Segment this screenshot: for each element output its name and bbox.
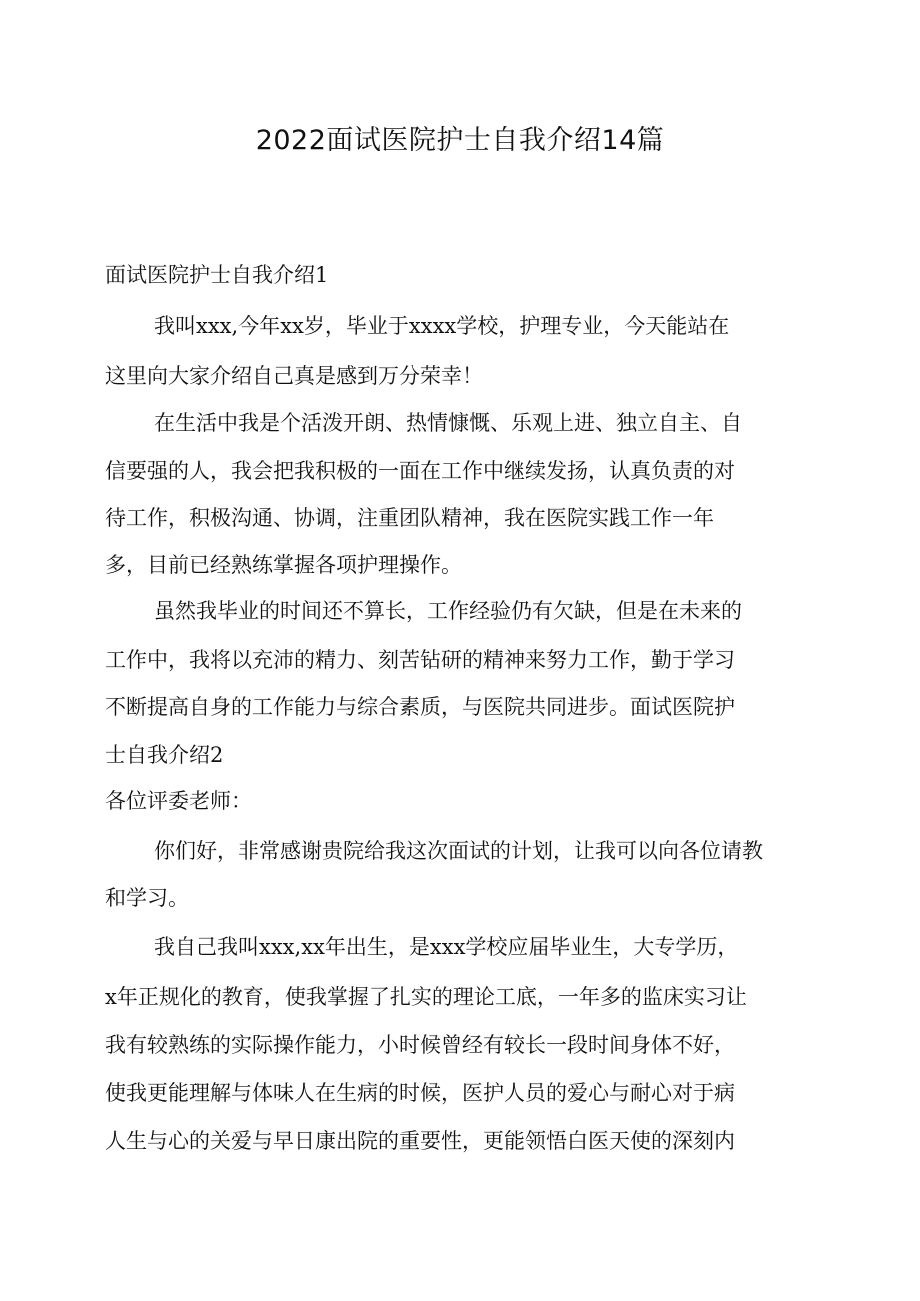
paragraph-line: 你们好，非常感谢贵院给我这次面试的计划，让我可以向各位请教 bbox=[154, 839, 763, 863]
paragraph-line: 工作中，我将以充沛的精力、刻苦钻研的精神来努力工作，勤于学习 bbox=[105, 648, 735, 672]
paragraph-line: x年正规化的教育，使我掌握了扎实的理论工底，一年多的监床实习让 bbox=[105, 985, 747, 1009]
paragraph-line: 使我更能理解与体味人在生病的时候，医护人员的爱心与耐心对于病 bbox=[105, 1081, 735, 1105]
paragraph-line: 虽然我毕业的时间还不算长，工作经验仍有欠缺，但是在未来的 bbox=[154, 599, 742, 623]
paragraph-line: 和学习。 bbox=[105, 886, 189, 910]
paragraph-line: 在生活中我是个活泼开朗、热情慷慨、乐观上进、独立自主、自 bbox=[154, 411, 742, 435]
paragraph-line: 人生与心的关爱与早日康出院的重要性，更能领悟白医天使的深刻内 bbox=[105, 1129, 735, 1153]
section-heading-2: 士自我介绍2 bbox=[105, 743, 224, 767]
paragraph-line: 我自己我叫xxx,xx年出生，是xxx学校应届毕业生，大专学历， bbox=[154, 935, 739, 959]
paragraph-line: 信要强的人，我会把我积极的一面在工作中继续发扬，认真负责的对 bbox=[105, 459, 735, 483]
paragraph-line: 多，目前已经熟练掌握各项护理操作。 bbox=[105, 553, 462, 577]
document-title: 2022面试医院护士自我介绍14篇 bbox=[255, 125, 665, 156]
paragraph-line: 待工作，积极沟通、协调，注重团队精神，我在医院实践工作一年 bbox=[105, 506, 714, 530]
paragraph-line: 我有较熟练的实际操作能力，小时候曾经有较长一段时间身体不好， bbox=[105, 1033, 735, 1057]
paragraph-line: 不断提高自身的工作能力与综合素质，与医院共同进步。面试医院护 bbox=[105, 695, 735, 719]
paragraph-line: 我叫xxx,今年xx岁，毕业于xxxx学校，护理专业，今天能站在 bbox=[154, 314, 730, 338]
salutation: 各位评委老师： bbox=[105, 789, 252, 813]
paragraph-line: 这里向大家介绍自己真是感到万分荣幸！ bbox=[105, 364, 483, 388]
section-heading-1: 面试医院护士自我介绍1 bbox=[105, 263, 329, 287]
